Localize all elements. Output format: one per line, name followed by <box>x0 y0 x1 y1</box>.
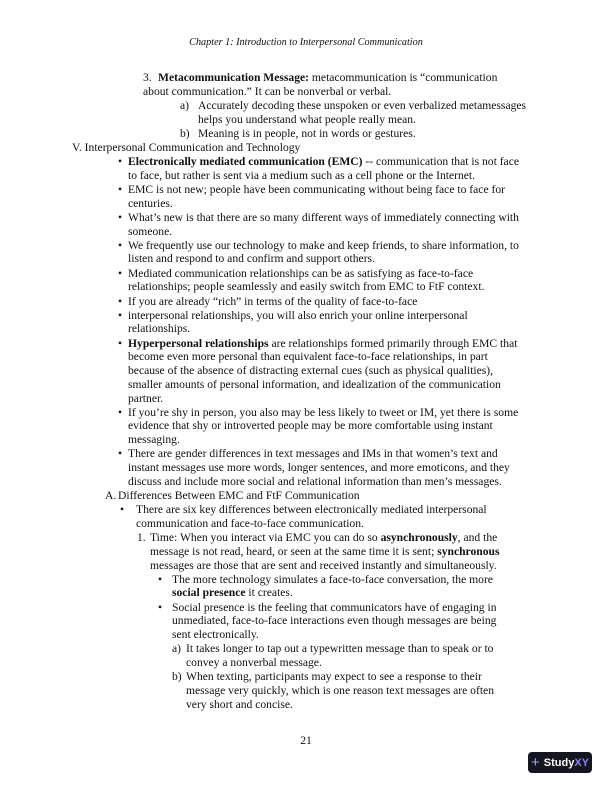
bullet-icon: • <box>158 572 163 586</box>
text-span: We frequently use our technology to make and keep friends, to share information, to <box>128 238 519 252</box>
text-span: instant messages use more words, longer sentences, and more emoticons, and they <box>128 461 510 475</box>
list-item <box>0 531 612 572</box>
list-item <box>0 642 612 670</box>
text-line <box>0 642 612 656</box>
text-line <box>0 392 612 406</box>
text-span: There are gender differences in text messages and IMs in that women’s text and <box>128 447 498 461</box>
list-item <box>0 71 612 99</box>
text-span: When texting, participants may expect to see a response to their <box>186 670 482 684</box>
text-span: Time: When you interact via EMC you can do so <box>150 531 381 544</box>
bullet-icon: • <box>118 182 123 196</box>
text-line <box>0 684 612 698</box>
text-span: it creates. <box>245 586 293 600</box>
text-span: convey a nonverbal message. <box>186 655 322 669</box>
list-marker: 1. <box>137 531 146 544</box>
text-span: If you are already “rich” in terms of the quality of face-to-face <box>128 294 418 308</box>
text-span: Social presence is the feeling that communicators have of engaging in <box>172 600 497 614</box>
list-item <box>0 141 612 155</box>
list-item <box>0 337 612 406</box>
text-line <box>0 295 612 309</box>
list-item <box>0 295 612 309</box>
text-line <box>0 309 612 323</box>
list-marker: a) <box>180 98 190 112</box>
bullet-icon: • <box>118 336 123 350</box>
bold-term: Metacommunication Message: <box>158 71 310 84</box>
text-line <box>0 531 612 545</box>
bullet-icon: • <box>118 308 123 322</box>
text-line <box>0 545 612 559</box>
text-line <box>0 670 612 684</box>
text-line <box>0 141 612 155</box>
text-span: centuries. <box>128 196 173 210</box>
bullet-icon: • <box>118 155 123 169</box>
text-line <box>0 447 612 461</box>
text-span: metacommunication is “communication <box>309 71 498 84</box>
list-item <box>0 99 612 127</box>
text-line <box>0 350 612 364</box>
text-line <box>0 656 612 670</box>
badge-suffix: XY <box>574 756 589 769</box>
text-span: relationships; people seamlessly and easily switch from EMC to FtF context. <box>128 280 485 294</box>
list-item <box>0 601 612 642</box>
list-item <box>0 489 612 503</box>
text-line <box>0 155 612 169</box>
list-marker: b) <box>180 126 190 140</box>
text-line <box>0 127 612 141</box>
text-line <box>0 113 612 127</box>
text-span: become even more personal than equivalent face-to-face relationships, in part <box>128 350 488 364</box>
text-span: -- communication that is not face <box>362 155 519 169</box>
text-line <box>0 183 612 197</box>
list-marker: a) <box>172 642 182 656</box>
running-header: Chapter 1: Introduction to Interpersonal Communication <box>189 37 423 48</box>
bullet-icon: • <box>120 503 125 517</box>
bullet-icon: • <box>118 210 123 224</box>
list-marker: A. <box>105 488 117 502</box>
text-span: EMC is not new; people have been communicating without being face to face for <box>128 182 506 196</box>
badge-prefix: Study <box>543 756 575 769</box>
text-line <box>0 322 612 336</box>
bold-term: asynchronously <box>380 531 458 544</box>
text-line <box>0 280 612 294</box>
text-span: very short and concise. <box>186 697 293 711</box>
text-span: Meaning is in people, not in words or gestures. <box>198 126 416 140</box>
text-span: If you’re shy in person, you also may be less likely to tweet or IM, yet there is some <box>128 405 519 419</box>
text-span: evidence that shy or introverted people may be more comfortable using instant <box>128 419 493 433</box>
document-body <box>0 71 612 712</box>
plus-icon: + <box>530 754 540 771</box>
text-line <box>0 503 612 517</box>
list-item <box>0 239 612 267</box>
text-line <box>0 71 612 85</box>
list-item <box>0 183 612 211</box>
text-line <box>0 225 612 239</box>
text-span: unmediated, face-to-face interactions even though messages are being <box>172 614 497 628</box>
text-span: message very quickly, which is one reason text messages are often <box>186 683 494 697</box>
text-line <box>0 517 612 531</box>
studyxy-badge[interactable] <box>528 752 592 773</box>
list-item <box>0 267 612 295</box>
text-span: It takes longer to tap out a typewritten message than to speak or to <box>186 642 494 656</box>
list-item <box>0 670 612 711</box>
text-span: Accurately decoding these unspoken or even verbalized metamessages <box>198 98 527 112</box>
list-item <box>0 406 612 447</box>
text-line <box>0 364 612 378</box>
list-item <box>0 503 612 531</box>
text-line <box>0 614 612 628</box>
list-item <box>0 573 612 601</box>
text-span: someone. <box>128 224 173 238</box>
list-marker: b) <box>172 670 182 684</box>
bullet-icon: • <box>118 447 123 461</box>
text-span: because of the absence of distracting external cues (such as physical qualities), <box>128 364 494 378</box>
text-line <box>0 211 612 225</box>
text-span: listen and respond to and confirm and support others. <box>128 252 375 266</box>
text-line <box>0 337 612 351</box>
text-line <box>0 461 612 475</box>
list-item <box>0 211 612 239</box>
bullet-icon: • <box>118 294 123 308</box>
text-span: Mediated communication relationships can be as satisfying as face-to-face <box>128 266 474 280</box>
text-span: helps you understand what people really mean. <box>198 112 416 126</box>
bold-term: social presence <box>172 586 246 600</box>
text-line <box>0 573 612 587</box>
text-span: message is not read, heard, or seen at the same time it is sent; <box>150 544 438 558</box>
text-span: smaller amounts of personal information, and idealization of the communication <box>128 377 501 391</box>
text-span: The more technology simulates a face-to-face conversation, the more <box>172 572 493 586</box>
text-span: messaging. <box>128 433 180 447</box>
text-span: interpersonal relationships, you will also enrich your online interpersonal <box>128 308 468 322</box>
text-line <box>0 197 612 211</box>
text-line <box>0 169 612 183</box>
text-line <box>0 586 612 600</box>
text-span: , and the <box>457 531 498 544</box>
text-span: are relationships formed primarily through EMC that <box>268 336 518 350</box>
bold-term: synchronous <box>437 544 500 558</box>
bold-term: Hyperpersonal relationships <box>128 336 269 350</box>
list-marker: 3. <box>143 71 152 84</box>
text-span: sent electronically. <box>172 628 259 642</box>
text-line <box>0 601 612 615</box>
text-span: discuss and include more social and relational information than men’s messages. <box>128 474 502 488</box>
text-line <box>0 475 612 489</box>
text-line <box>0 267 612 281</box>
list-item <box>0 309 612 337</box>
text-span: There are six key differences between electronically mediated interpersonal <box>136 503 487 517</box>
text-line <box>0 85 612 99</box>
list-item <box>0 447 612 488</box>
bold-term: Electronically mediated communication (EMC) <box>128 155 363 169</box>
text-line <box>0 378 612 392</box>
text-line <box>0 99 612 113</box>
text-line <box>0 419 612 433</box>
text-span: What’s new is that there are so many different ways of immediately connecting with <box>128 210 519 224</box>
bullet-icon: • <box>158 600 163 614</box>
text-span: partner. <box>128 391 164 405</box>
bullet-icon: • <box>118 266 123 280</box>
text-line <box>0 406 612 420</box>
text-span: V. Interpersonal Communication and Technology <box>72 140 301 154</box>
page-number: 21 <box>300 734 312 747</box>
text-line <box>0 559 612 573</box>
text-line <box>0 239 612 253</box>
text-line <box>0 698 612 712</box>
text-span: about communication.” It can be nonverbal or verbal. <box>143 84 392 98</box>
text-line <box>0 489 612 503</box>
text-line <box>0 628 612 642</box>
text-span: to face, but rather is sent via a medium such as a cell phone or the Internet. <box>128 168 476 182</box>
bullet-icon: • <box>118 238 123 252</box>
text-line <box>0 252 612 266</box>
bullet-icon: • <box>118 405 123 419</box>
list-item <box>0 155 612 183</box>
text-span: relationships. <box>128 322 191 336</box>
list-item <box>0 127 612 141</box>
text-line <box>0 433 612 447</box>
text-span: Differences Between EMC and FtF Communication <box>118 488 360 502</box>
text-span: messages are those that are sent and received instantly and simultaneously. <box>150 558 497 572</box>
text-span: communication and face-to-face communication. <box>136 516 364 530</box>
